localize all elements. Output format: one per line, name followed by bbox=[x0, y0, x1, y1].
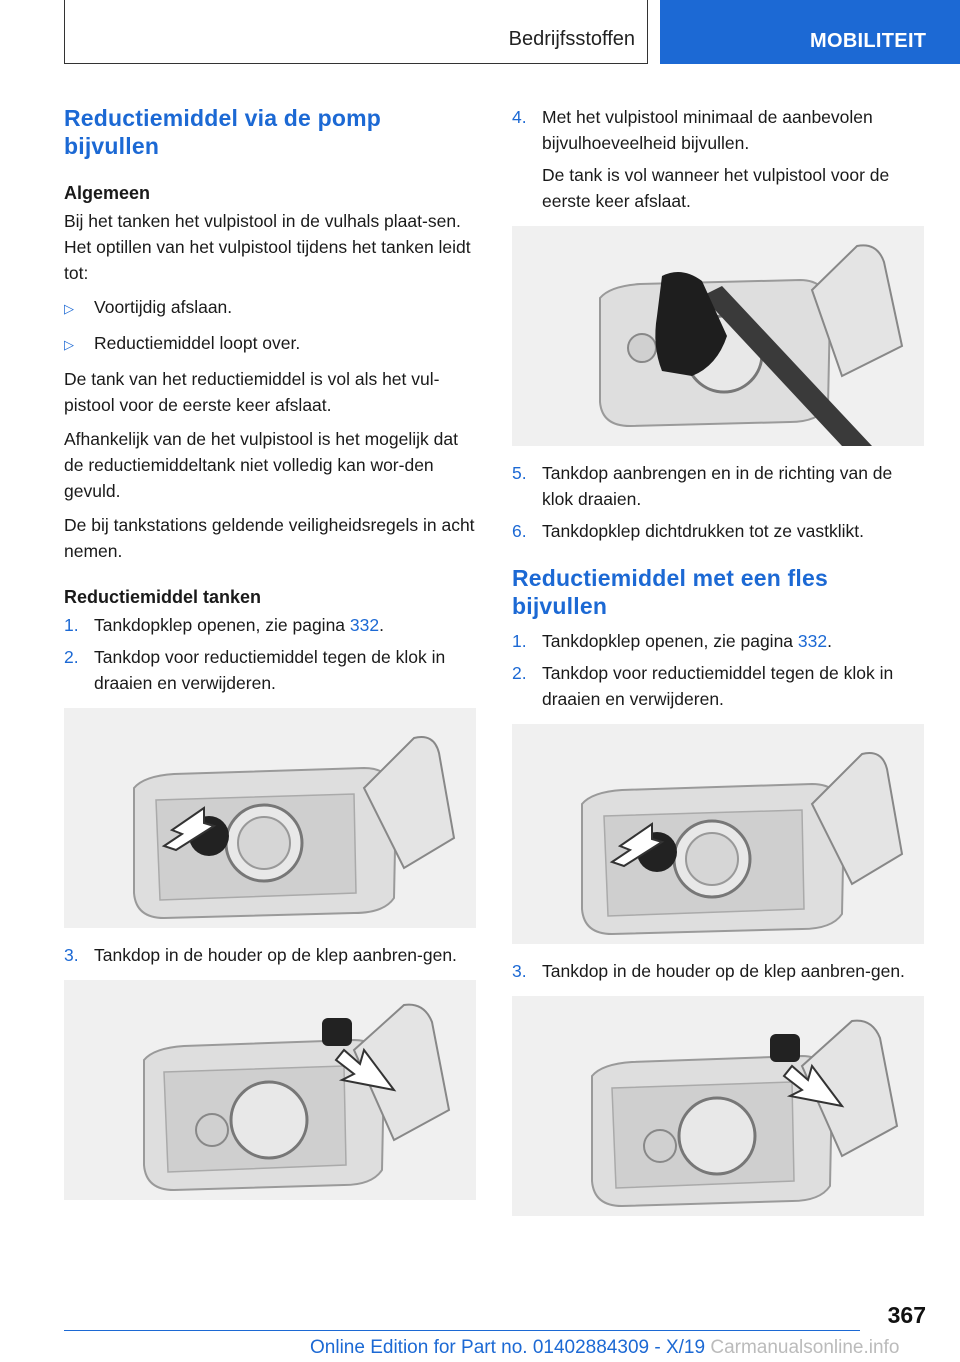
section-title-pump: Reductiemiddel via de pomp bijvullen bbox=[64, 105, 382, 159]
paragraph-nozzle: Afhankelijk van de het vulpistool is het mogelijk dat de reductiemiddeltank niet volledig kan wor-den gevuld. bbox=[64, 429, 458, 501]
page-link[interactable]: 332 bbox=[349, 615, 380, 635]
heading-tanking: Reductiemiddel tanken bbox=[64, 587, 262, 607]
page-number: 367 bbox=[887, 1302, 926, 1328]
step-item: 5. Tankdop aanbrengen en in de richting van de klok draaien. bbox=[512, 463, 893, 509]
header-section-title: Bedrijfsstoffen bbox=[508, 28, 635, 50]
step-item: 2. Tankdop voor reductiemiddel tegen de klok in draaien en verwijderen. bbox=[512, 663, 894, 709]
general-text: Bij het tanken het vulpistool in de vulhals plaat-sen. Het optillen van het vulpistool tijdens het tanken leidt tot: bbox=[64, 211, 471, 283]
figure-fill-nozzle bbox=[512, 226, 924, 446]
left-column bbox=[64, 104, 476, 1214]
bullet-item: ▷ Reductiemiddel loopt over. bbox=[64, 330, 476, 358]
watermark: Carmanualsonline.info bbox=[710, 1337, 900, 1358]
step-item: 1. Tankdopklep openen, zie pagina 332. bbox=[64, 615, 384, 635]
figure-cap-holder-bottle bbox=[512, 996, 924, 1216]
triangle-bullet-icon: ▷ bbox=[64, 337, 74, 352]
step-item: 1. Tankdopklep openen, zie pagina 332. bbox=[512, 631, 832, 651]
figure-remove-cap-bottle bbox=[512, 724, 924, 944]
heading-general: Algemeen bbox=[64, 183, 151, 203]
step-item: 4. Met het vulpistool minimaal de aanbevolen bijvulhoeveelheid bijvullen. bbox=[512, 107, 873, 153]
figure-cap-holder bbox=[64, 980, 476, 1200]
section-title-bottle: Reductiemiddel met een fles bijvullen bbox=[512, 565, 828, 619]
triangle-bullet-icon: ▷ bbox=[64, 301, 74, 316]
step-item: 3. Tankdop in de houder op de klep aanbren-gen. bbox=[64, 945, 457, 965]
paragraph-tank-full: De tank van het reductiemiddel is vol als het vul-pistool voor de eerste keer afslaat. bbox=[64, 369, 440, 415]
header-chapter-tab[interactable]: MOBILITEIT bbox=[660, 0, 960, 64]
step-sub-text: De tank is vol wanneer het vulpistool voor de eerste keer afslaat. bbox=[542, 165, 890, 211]
paragraph-safety: De bij tankstations geldende veiligheidsregels in acht nemen. bbox=[64, 515, 475, 561]
header-section-box bbox=[64, 0, 648, 64]
footer-edition: Online Edition for Part no. 01402884309 - X/19 Carmanualsonline.info bbox=[310, 1337, 900, 1358]
right-column bbox=[512, 104, 924, 1230]
footer-rule bbox=[64, 1330, 860, 1331]
step-item: 2. Tankdop voor reductiemiddel tegen de klok in draaien en verwijderen. bbox=[64, 647, 446, 693]
step-item: 6. Tankdopklep dichtdrukken tot ze vastklikt. bbox=[512, 521, 864, 541]
bullet-item: ▷ Voortijdig afslaan. bbox=[64, 294, 476, 322]
page-link[interactable]: 332 bbox=[797, 631, 828, 651]
figure-remove-cap bbox=[64, 708, 476, 928]
step-item: 3. Tankdop in de houder op de klep aanbren-gen. bbox=[512, 961, 905, 981]
